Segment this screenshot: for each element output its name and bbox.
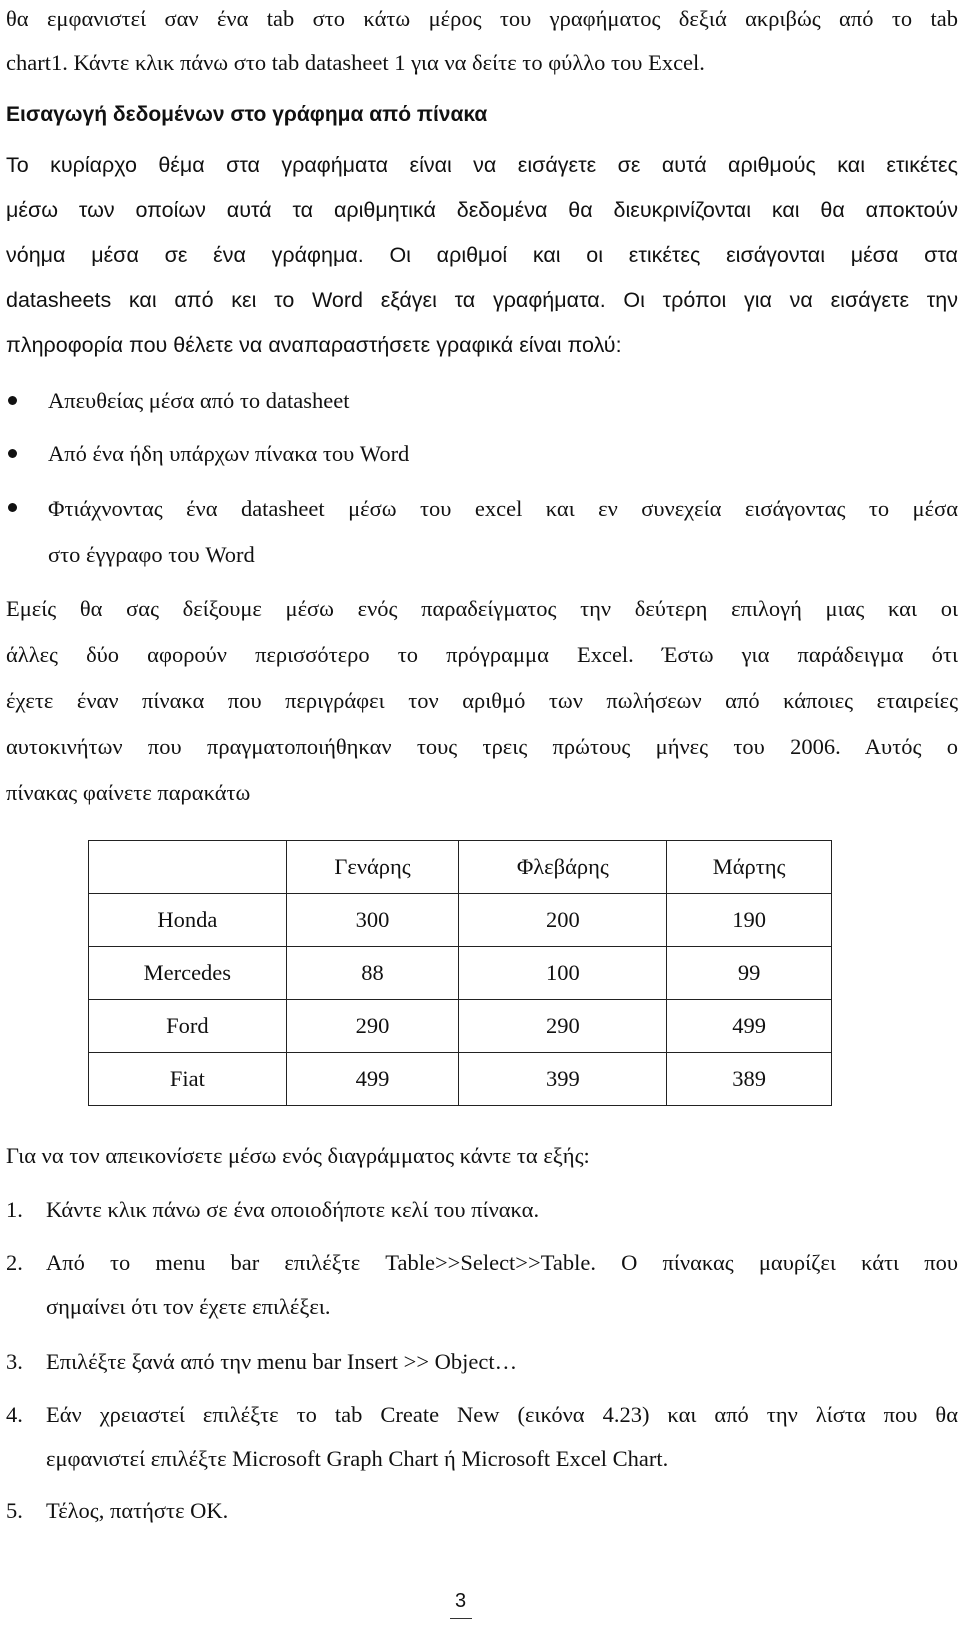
instructions-intro-text: Για να τον απεικονίσετε μέσω ενός διαγράμματος κάντε τα εξής: (6, 1143, 590, 1168)
table-cell: 290 (286, 1000, 459, 1053)
table-cell: 300 (286, 894, 459, 947)
table-cell: 389 (667, 1053, 832, 1106)
paragraph-line: μέσω των οποίων αυτά τα αριθμητικά δεδομένα θα διευκρινίζονται και θα αποκτούν (6, 198, 958, 222)
intro-line: chart1. Κάντε κλικ πάνω στο tab datasheet 1 για να δείτε το φύλλο του Excel. (6, 50, 705, 75)
paragraph-line: άλλες δύο αφορούν περισσότερο το πρόγραμμα Excel. Έστω για παράδειγμα ότι (6, 642, 958, 667)
step-number: 5. (6, 1498, 23, 1523)
step-text: Επιλέξτε ξανά από την menu bar Insert >> Object… (46, 1349, 518, 1374)
step-number: 1. (6, 1197, 23, 1222)
bullet-text: Από ένα ήδη υπάρχων πίνακα του Word (48, 441, 410, 466)
paragraph-1 (6, 143, 958, 368)
bullet-dot-icon (8, 503, 17, 512)
paragraph-line: πίνακας φαίνετε παρακάτω (6, 780, 251, 805)
table-cell: Ford (89, 1000, 287, 1053)
step-text: Τέλος, πατήστε ΟΚ. (46, 1498, 229, 1523)
table-header-cell: Γενάρης (286, 841, 459, 894)
paragraph-line: Εμείς θα σας δείξουμε μέσω ενός παραδείγματος την δεύτερη επιλογή μιας και οι (6, 596, 958, 621)
table-header-cell (89, 841, 287, 894)
step-text: Από το menu bar επιλέξτε Table>>Select>>Table. Ο πίνακας μαυρίζει κάτι που (46, 1250, 958, 1275)
paragraph-line: Το κυρίαρχο θέμα στα γραφήματα είναι να εισάγετε σε αυτά αριθμούς και ετικέτες (6, 153, 958, 177)
paragraph-line: έχετε έναν πίνακα που περιγράφει τον αριθμό των πωλήσεων από κάποιες εταιρείες (6, 688, 958, 713)
bullet-text: Φτιάχνοντας ένα datasheet μέσω του excel και εν συνεχεία εισάγοντας το μέσα (48, 496, 958, 521)
bullet-dot-icon (8, 396, 17, 405)
table-cell: 100 (459, 947, 667, 1000)
table-row (89, 947, 832, 1000)
instructions-intro (6, 1134, 958, 1178)
sales-table (88, 840, 832, 1106)
table-header-cell: Μάρτης (667, 841, 832, 894)
intro-line: θα εμφανιστεί σαν ένα tab στο κάτω μέρος του γραφήματος δεξιά ακριβώς από το tab (6, 6, 958, 31)
step-text: σημαίνει ότι τον έχετε επιλέξει. (46, 1294, 331, 1319)
step-text: εμφανιστεί επιλέξτε Microsoft Graph Chart ή Microsoft Excel Chart. (46, 1446, 669, 1471)
table-cell: 499 (667, 1000, 832, 1053)
step-number: 4. (6, 1402, 23, 1427)
table-row (89, 1000, 832, 1053)
intro-paragraph (6, 0, 958, 85)
table-cell: 200 (459, 894, 667, 947)
paragraph-2 (6, 586, 958, 816)
table-cell: Honda (89, 894, 287, 947)
table-row (89, 1053, 832, 1106)
table-row (89, 894, 832, 947)
step-number: 2. (6, 1250, 23, 1275)
paragraph-line: νόημα μέσα σε ένα γράφημα. Οι αριθμοί και οι ετικέτες εισάγονται μέσα στα (6, 243, 958, 267)
table-header-cell: Φλεβάρης (459, 841, 667, 894)
table-cell: 88 (286, 947, 459, 1000)
table-header-row (89, 841, 832, 894)
page-number: 3 (455, 1590, 467, 1612)
table-cell: Mercedes (89, 947, 287, 1000)
bullet-text: στο έγγραφο του Word (48, 542, 255, 567)
paragraph-line: πληροφορία που θέλετε να αναπαραστήσετε γραφικά είναι πολύ: (6, 333, 622, 357)
bullet-text: Απευθείας μέσα από το datasheet (48, 388, 350, 413)
table-cell: 499 (286, 1053, 459, 1106)
table-cell: 190 (667, 894, 832, 947)
paragraph-line: datasheets και από κει το Word εξάγει τα γραφήματα. Οι τρόποι για να εισάγετε την (6, 288, 958, 312)
bullet-dot-icon (8, 449, 17, 458)
table-cell: 99 (667, 947, 832, 1000)
step-text: Εάν χρειαστεί επιλέξτε το tab Create New (εικόνα 4.23) και από την λίστα που θα (46, 1402, 958, 1427)
table-cell: 290 (459, 1000, 667, 1053)
section-heading: Εισαγωγή δεδομένων στο γράφημα από πίνακα (6, 103, 488, 126)
table-cell: 399 (459, 1053, 667, 1106)
step-text: Κάντε κλικ πάνω σε ένα οποιοδήποτε κελί του πίνακα. (46, 1197, 540, 1222)
page-number-underline (450, 1618, 472, 1619)
step-number: 3. (6, 1349, 23, 1374)
paragraph-line: αυτοκινήτων που πραγματοποιήθηκαν τους τρεις πρώτους μήνες του 2006. Αυτός ο (6, 734, 958, 759)
table-cell: Fiat (89, 1053, 287, 1106)
